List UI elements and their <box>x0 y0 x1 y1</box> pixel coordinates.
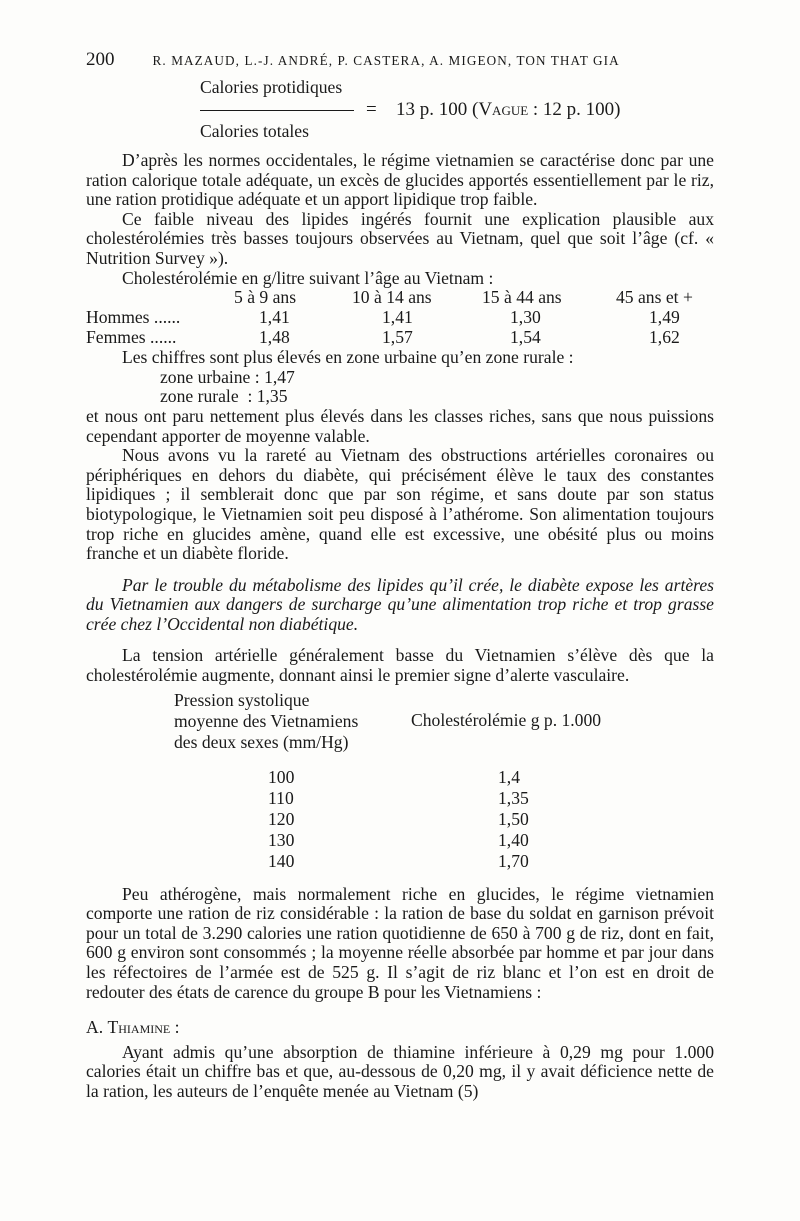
page-header <box>86 50 714 74</box>
paragraph: et nous ont paru nettement plus élevés dans les classes riches, sans que nous puissions cependant apporter de moyenne valable. <box>86 405 714 446</box>
paragraph: La tension artérielle généralement basse du Vietnamien s’élève dès que la cholestérolémie augmente, donnant ainsi le premier signe d’alerte vasculaire. <box>86 645 714 686</box>
result-name: Vague <box>478 99 529 120</box>
result-suffix: : 12 p. 100) <box>528 99 621 120</box>
formula-result <box>396 100 621 120</box>
row-label: Femmes ...... <box>86 327 177 348</box>
paragraph: Les chiffres sont plus élevés en zone urbaine qu’en zone rurale : <box>122 347 574 368</box>
protein-calorie-formula <box>86 78 714 146</box>
table-cell: 1,62 <box>649 327 680 348</box>
fraction-bar <box>200 110 354 111</box>
paragraph: Ce faible niveau des lipides ingérés fournit une explication plausible aux cholestérolémies très basses toujours observées au Vietnam, quel que soit l’âge (cf. « Nutrition Survey »). <box>86 208 714 268</box>
formula-denominator: Calories totales <box>200 121 309 141</box>
pressure-row: 100 1,4 <box>268 766 520 787</box>
pressure-row: 120 1,50 <box>268 808 529 829</box>
pressure-col-header: Pression systolique moyenne des Vietnamiens des deux sexes (mm/Hg) <box>174 689 359 752</box>
zone-urban: zone urbaine : 1,47 <box>160 366 295 387</box>
formula-numerator: Calories protidiques <box>200 77 343 97</box>
chol-table-header <box>86 288 714 308</box>
chol-col-header: 10 à 14 ans <box>352 287 432 308</box>
section-heading: A. Thiamine : <box>86 1017 180 1038</box>
pressure-row: 130 1,40 <box>268 829 529 850</box>
chol-col-header: 15 à 44 ans <box>482 287 562 308</box>
pressure-row: 110 1,35 <box>268 787 529 808</box>
page <box>86 50 714 1102</box>
table-cell: 1,48 <box>259 327 290 348</box>
italic-paragraph: Par le trouble du métabolisme des lipides qu’il crée, le diabète expose les artères du Vietnamien aux dangers de surcharge qu’une alimentation trop riche et trop grasse crée chez l’Occidental non diabétique. <box>86 574 714 634</box>
table-cell: 1,30 <box>510 307 541 328</box>
result-prefix: 13 p. 100 ( <box>396 99 479 120</box>
pressure-table-header <box>86 690 714 756</box>
table-cell: 1,49 <box>649 307 680 328</box>
chol-table-row <box>86 308 714 328</box>
chol-table-row <box>86 328 714 348</box>
paragraph: Nous avons vu la rareté au Vietnam des obstructions artérielles coronaires ou périphériques en dehors du diabète, qui précisément élève le taux des constantes lipidiques ; il semblerait donc que par son régime, et sans doute par son status biotypologique, le Vietnamien soit peu disposé à l’athérome. Son alimentation toujours trop riche en glucides amène, quand elle est excessive, une obésité plus ou moins franche et un diabète floride. <box>86 445 714 564</box>
paragraph: Peu athérogène, mais normalement riche en glucides, le régime vietnamien comporte une ration de riz considérable : la ration de base du soldat en garnison prévoit pour un total de 3.290 calories une ration quotidienne de 650 à 700 g de riz, dont en fait, 600 g environ sont consommés ; la moyenne réelle absorbée par homme et par jour dans les réfectoires de l’armée est de 525 g. Il s’agit de riz blanc et l’on est en droit de redouter des états de carence du groupe B pour les Vietnamiens : <box>86 883 714 1002</box>
chol-col-header: 45 ans et + <box>616 287 693 308</box>
running-title: R. MAZAUD, L.-J. ANDRÉ, P. CASTERA, A. MIGEON, TON THAT GIA <box>152 53 620 68</box>
chol-col-header: Cholestérolémie g p. 1.000 <box>411 709 602 730</box>
table-cell: 1,41 <box>259 307 290 328</box>
page-number: 200 <box>86 49 115 70</box>
table-cell: 1,57 <box>382 327 413 348</box>
paragraph: Cholestérolémie en g/litre suivant l’âge au Vietnam : <box>122 267 494 288</box>
zone-rural: zone rurale : 1,35 <box>160 386 288 407</box>
paragraph: Ayant admis qu’une absorption de thiamine inférieure à 0,29 mg pour 1.000 calories était un chiffre bas et que, au-dessous de 0,20 mg, il y avait déficience nette de la ration, les auteurs de l’enquête menée au Vietnam (5) <box>86 1041 714 1101</box>
row-label: Hommes ...... <box>86 307 181 328</box>
chol-col-header: 5 à 9 ans <box>234 287 297 308</box>
table-cell: 1,54 <box>510 327 541 348</box>
paragraph: D’après les normes occidentales, le régime vietnamien se caractérise donc par une ration calorique totale adéquate, un excès de glucides apportés essentiellement par le riz, une ration protidique adéquate et un apport lipidique trop faible. <box>86 150 714 210</box>
pressure-row: 140 1,70 <box>268 850 529 871</box>
table-cell: 1,41 <box>382 307 413 328</box>
formula-equals: = <box>366 99 377 120</box>
